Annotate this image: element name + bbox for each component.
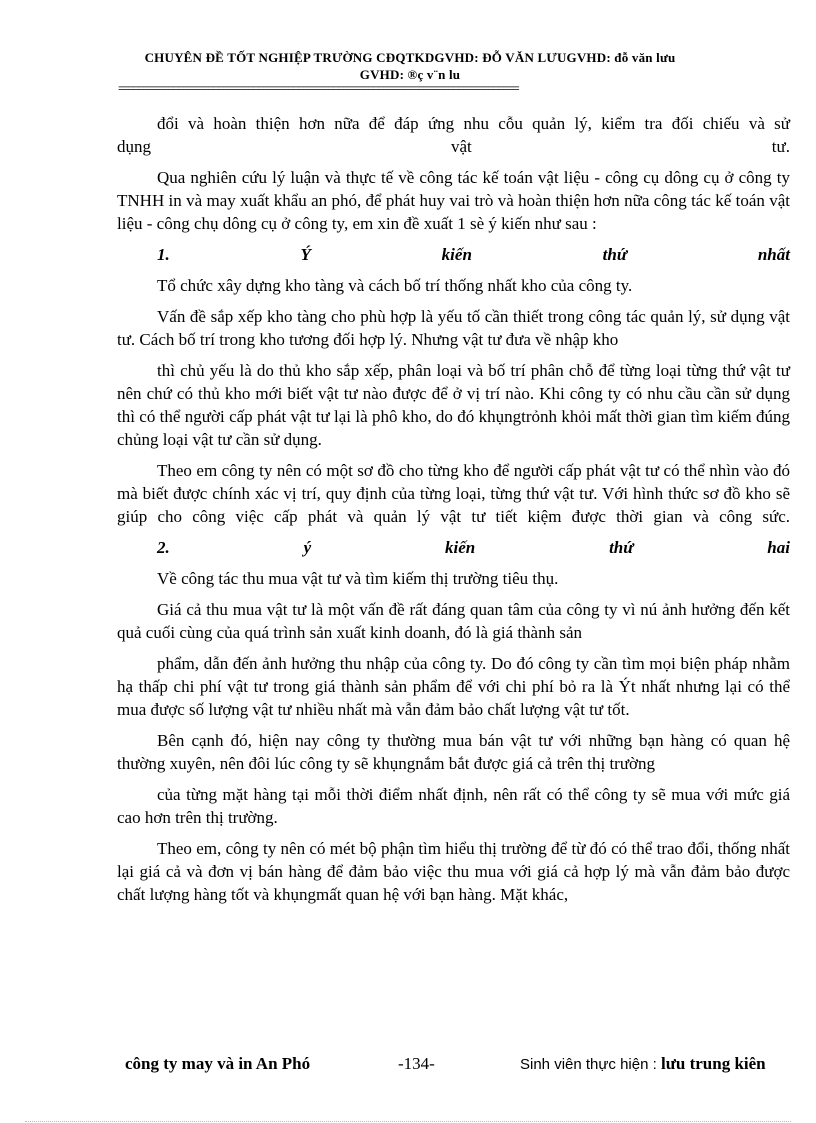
footer-author-name: lưu trung kiên [660,1054,766,1073]
footer-author-label: Sinh viên thực hiện : [520,1056,657,1073]
header-rule: ================================================================================ [118,84,519,96]
header-title: CHUYÊN ĐỀ TỐT NGHIỆP TRƯỜNG CĐQTKDGVHD: ĐỖ VĂN LƯUGVHD: đỗ văn lưu [144,50,676,65]
paragraph: thì chủ yếu là do thủ kho sắp xếp, phân loại và bố trí phân chỗ để từng loại từng thứ vật tư nên chứ có thủ kho mới biết vật tư nào được để ở vị trí nào. Khi công ty có nhu cầu cần sử dụng thì có thể người cấp phát vật tư lại là phô kho, do đó khụngtrỏnh khỏi mất thời gian tìm kiếm đúng chủng loại vật tư cần sử dụng. [117,361,790,449]
heading-word: Ý [300,245,311,264]
paragraph: của từng mặt hàng tại mỗi thời điểm nhất định, nên rất có thể công ty sẽ mua với mức giá cao hơn trên thị trường. [117,785,790,827]
paragraph: phẩm, dẫn đến ảnh hưởng thu nhập của công ty. Do đó công ty cần tìm mọi biện pháp nhằm hạ thấp chi phí vật tư trong giá thành sản phẩm để với chi phí bỏ ra là Ýt nhất nhưng lại có thể mua được số lượng vật tư nhiều nhất mà vẫn đảm bảo chất lượng vật tư tốt. [117,654,790,719]
paragraph: Bên cạnh đó, hiện nay công ty thường mua bán vật tư với những bạn hàng có quan hệ thường xuyên, nên đôi lúc công ty sẽ khụngnắm bắt được giá cả trên thị trường [117,731,790,773]
header-subtitle: GVHD: ®ç v¨n lu [359,67,461,82]
heading-word: 1. [157,245,170,264]
page-number: -134- [398,1054,435,1073]
footer-author [520,1054,766,1074]
heading-word: thứ [602,245,628,264]
paragraph: dụng vật tư. [117,137,790,156]
paragraph: Qua nghiên cứu lý luận và thực tế về công tác kế toán vật liệu - công cụ dông cụ ở công ty TNHH in và may xuất khẩu an phó, để phát huy vai trò và hoàn thiện hơn nữa công tác kế toán vật liệu - công chụ dông cụ ở công ty, em xin đề xuất 1 sè ý kiến như sau : [117,168,790,233]
footer-company: công ty may và in An Phó [125,1054,311,1073]
paragraph: Theo em công ty nên có một sơ đồ cho từng kho để người cấp phát vật tư có thể nhìn vào đó mà biết được chính xác vị trí, quy định của từng loại, từng thứ vật tư. Với hình thức sơ đồ kho sẽ giúp cho công việc cấp phát và quản lý vật tư tiết kiệm được thời gian và công sức. [117,461,790,526]
heading-word: kiến [441,245,472,264]
heading-word: hai [767,538,790,557]
paragraph: đổi và hoàn thiện hơn nữa để đáp ứng nhu cỗu quản lý, kiểm tra đối chiếu và sử [157,114,790,133]
section-heading-2 [117,536,790,559]
paragraph: Theo em, công ty nên có mét bộ phận tìm hiểu thị trường để từ đó có thể trao đổi, thống nhất lại giá cả và đơn vị bán hàng để đảm bảo việc thu mua với giá cả hợp lý mà vẫn đảm bảo được chất lượng hàng tốt và khụngmất quan hệ với bạn hàng. Mặt khác, [117,839,790,904]
section-heading-1 [117,243,790,266]
paragraph: Vấn đề sắp xếp kho tàng cho phù hợp là yếu tố cần thiết trong công tác quản lý, sử dụng vật tư. Cách bố trí trong kho tương đối hợp lý. Nhưng vật tư đưa về nhập kho [117,307,790,349]
page-bottom-divider [25,1121,791,1122]
heading-word: 2. [157,538,170,557]
heading-word: nhất [757,245,790,264]
paragraph: Tổ chức xây dựng kho tàng và cách bố trí thống nhất kho của công ty. [157,276,633,295]
paragraph: Giá cả thu mua vật tư là một vấn đề rất đáng quan tâm của công ty vì nú ảnh hưởng đến kết quả cuối cùng của quá trình sản xuất kinh doanh, đó là giá thành sản [117,600,790,642]
paragraph: Về công tác thu mua vật tư và tìm kiếm thị trường tiêu thụ. [157,569,559,588]
heading-word: kiến [444,538,476,557]
heading-word: thứ [609,538,634,557]
document-body [117,112,790,914]
heading-word: ý [303,538,312,557]
